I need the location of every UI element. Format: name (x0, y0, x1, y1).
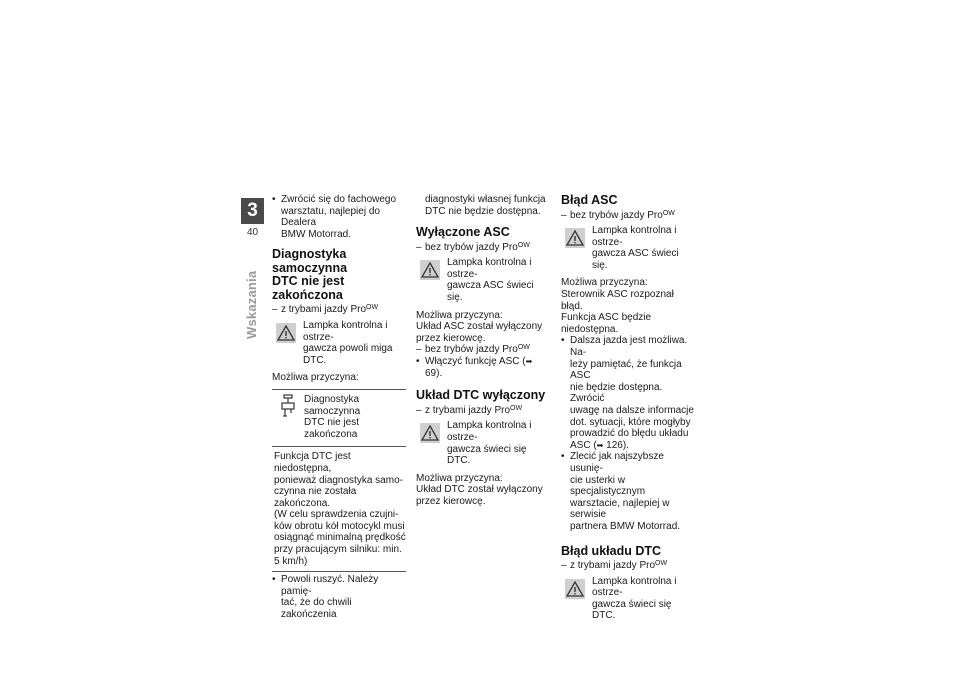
possible-cause-label: Możliwa przyczyna: (416, 309, 503, 321)
condition-item: – z trybami jazdy Pro$^{OW}$ (416, 404, 523, 416)
indicator-row: Lampka kontrolna i ostrze- gawcza ASC świeci się. (561, 225, 695, 271)
column-3 (561, 194, 695, 628)
indicator-row: Lampka kontrolna i ostrze- gawcza świeci się DTC. (416, 420, 550, 466)
chapter-number: 3 (241, 198, 264, 224)
bullet-item: • Powoli ruszyć. Należy pamię- tać, że do chwili zakończenia (272, 574, 379, 621)
cause-text: Układ DTC został wyłączony przez kierowcę. (416, 484, 543, 507)
section-heading: Diagnostyka samoczynna DTC nie jest zakończona (272, 247, 348, 302)
chapter-tab (241, 198, 264, 240)
section-heading: Układ DTC wyłączony (416, 388, 546, 403)
diagnostic-sensor-icon (278, 394, 298, 418)
possible-cause-label: Możliwa przyczyna: (416, 472, 503, 484)
condition-item: – z trybami jazdy Pro$^{OW}$ (272, 304, 379, 316)
indicator-row: Lampka kontrolna i ostrze- gawcza świeci się DTC. (561, 576, 695, 622)
cause-text: Sterownik ASC rozpoznał błąd. Funkcja ASC będzie niedostępna. (561, 289, 674, 335)
bullet-item: • Dalsza jazda jest możliwa. Na- leży pamiętać, że funkcja ASC nie będzie dostępna. Zwrócić uwagę na dalsze informacje dot. sytuacji, które mogłyby prowadzić do błędu układu ASC (➡ 126). (561, 335, 694, 451)
column-1 (272, 194, 406, 621)
bullet-item: • Włączyć funkcję ASC (➡ 69). (416, 356, 533, 379)
condition-item: – bez trybów jazdy Pro$^{OW}$ (561, 209, 675, 221)
possible-cause-label: Możliwa przyczyna: (272, 372, 359, 384)
column-2 (416, 194, 550, 507)
condition-item: – bez trybów jazdy Pro$^{OW}$ (416, 241, 530, 253)
section-heading: Błąd ASC (561, 193, 618, 207)
bullet-item: • Zlecić jak najszybsze usunię- cie usterki w specjalistycznym warsztacie, najlepiej w serwisie partnera BMW Motorrad. (561, 451, 681, 532)
condition-item: – bez trybów jazdy Pro$^{OW}$ (416, 344, 530, 356)
page-reference-arrow-icon[interactable]: ➡ (596, 440, 604, 450)
bullet-item: • Zwrócić się do fachowego warsztatu, najlepiej do Dealera BMW Motorrad. (272, 194, 397, 240)
warning-lamp-icon (420, 423, 440, 443)
possible-cause-label: Możliwa przyczyna: (561, 277, 648, 289)
warning-lamp-icon (565, 579, 585, 599)
chapter-title: Wskazania (244, 270, 259, 339)
condition-item: – z trybami jazdy Pro$^{OW}$ (561, 560, 668, 572)
page-reference-arrow-icon[interactable]: ➡ (525, 357, 533, 367)
info-box: Diagnostyka samoczynna DTC nie jest zakończona Funkcja DTC jest niedostępna, ponieważ diagnostyka samo- czynna nie została zakończona. (W celu sprawdzenia czujni- ków obrotu kół motocykl musi osiągnąć minimalną prędkość przy pracującym silniku: min. 5 km/h) (272, 389, 406, 572)
indicator-row: Lampka kontrolna i ostrze- gawcza powoli miga DTC. (272, 320, 406, 366)
continued-text: diagnostyki własnej funkcja DTC nie będzie dostępna. (425, 194, 546, 217)
section-heading: Błąd układu DTC (561, 543, 662, 558)
page-number: 40 (246, 226, 259, 238)
indicator-row: Lampka kontrolna i ostrze- gawcza ASC świeci się. (416, 257, 550, 303)
cause-text: Układ ASC został wyłączony przez kierowcę. (416, 321, 543, 344)
warning-lamp-icon (276, 323, 296, 343)
warning-lamp-icon (420, 260, 440, 280)
warning-lamp-icon (565, 228, 585, 248)
section-heading: Wyłączone ASC (416, 225, 510, 240)
